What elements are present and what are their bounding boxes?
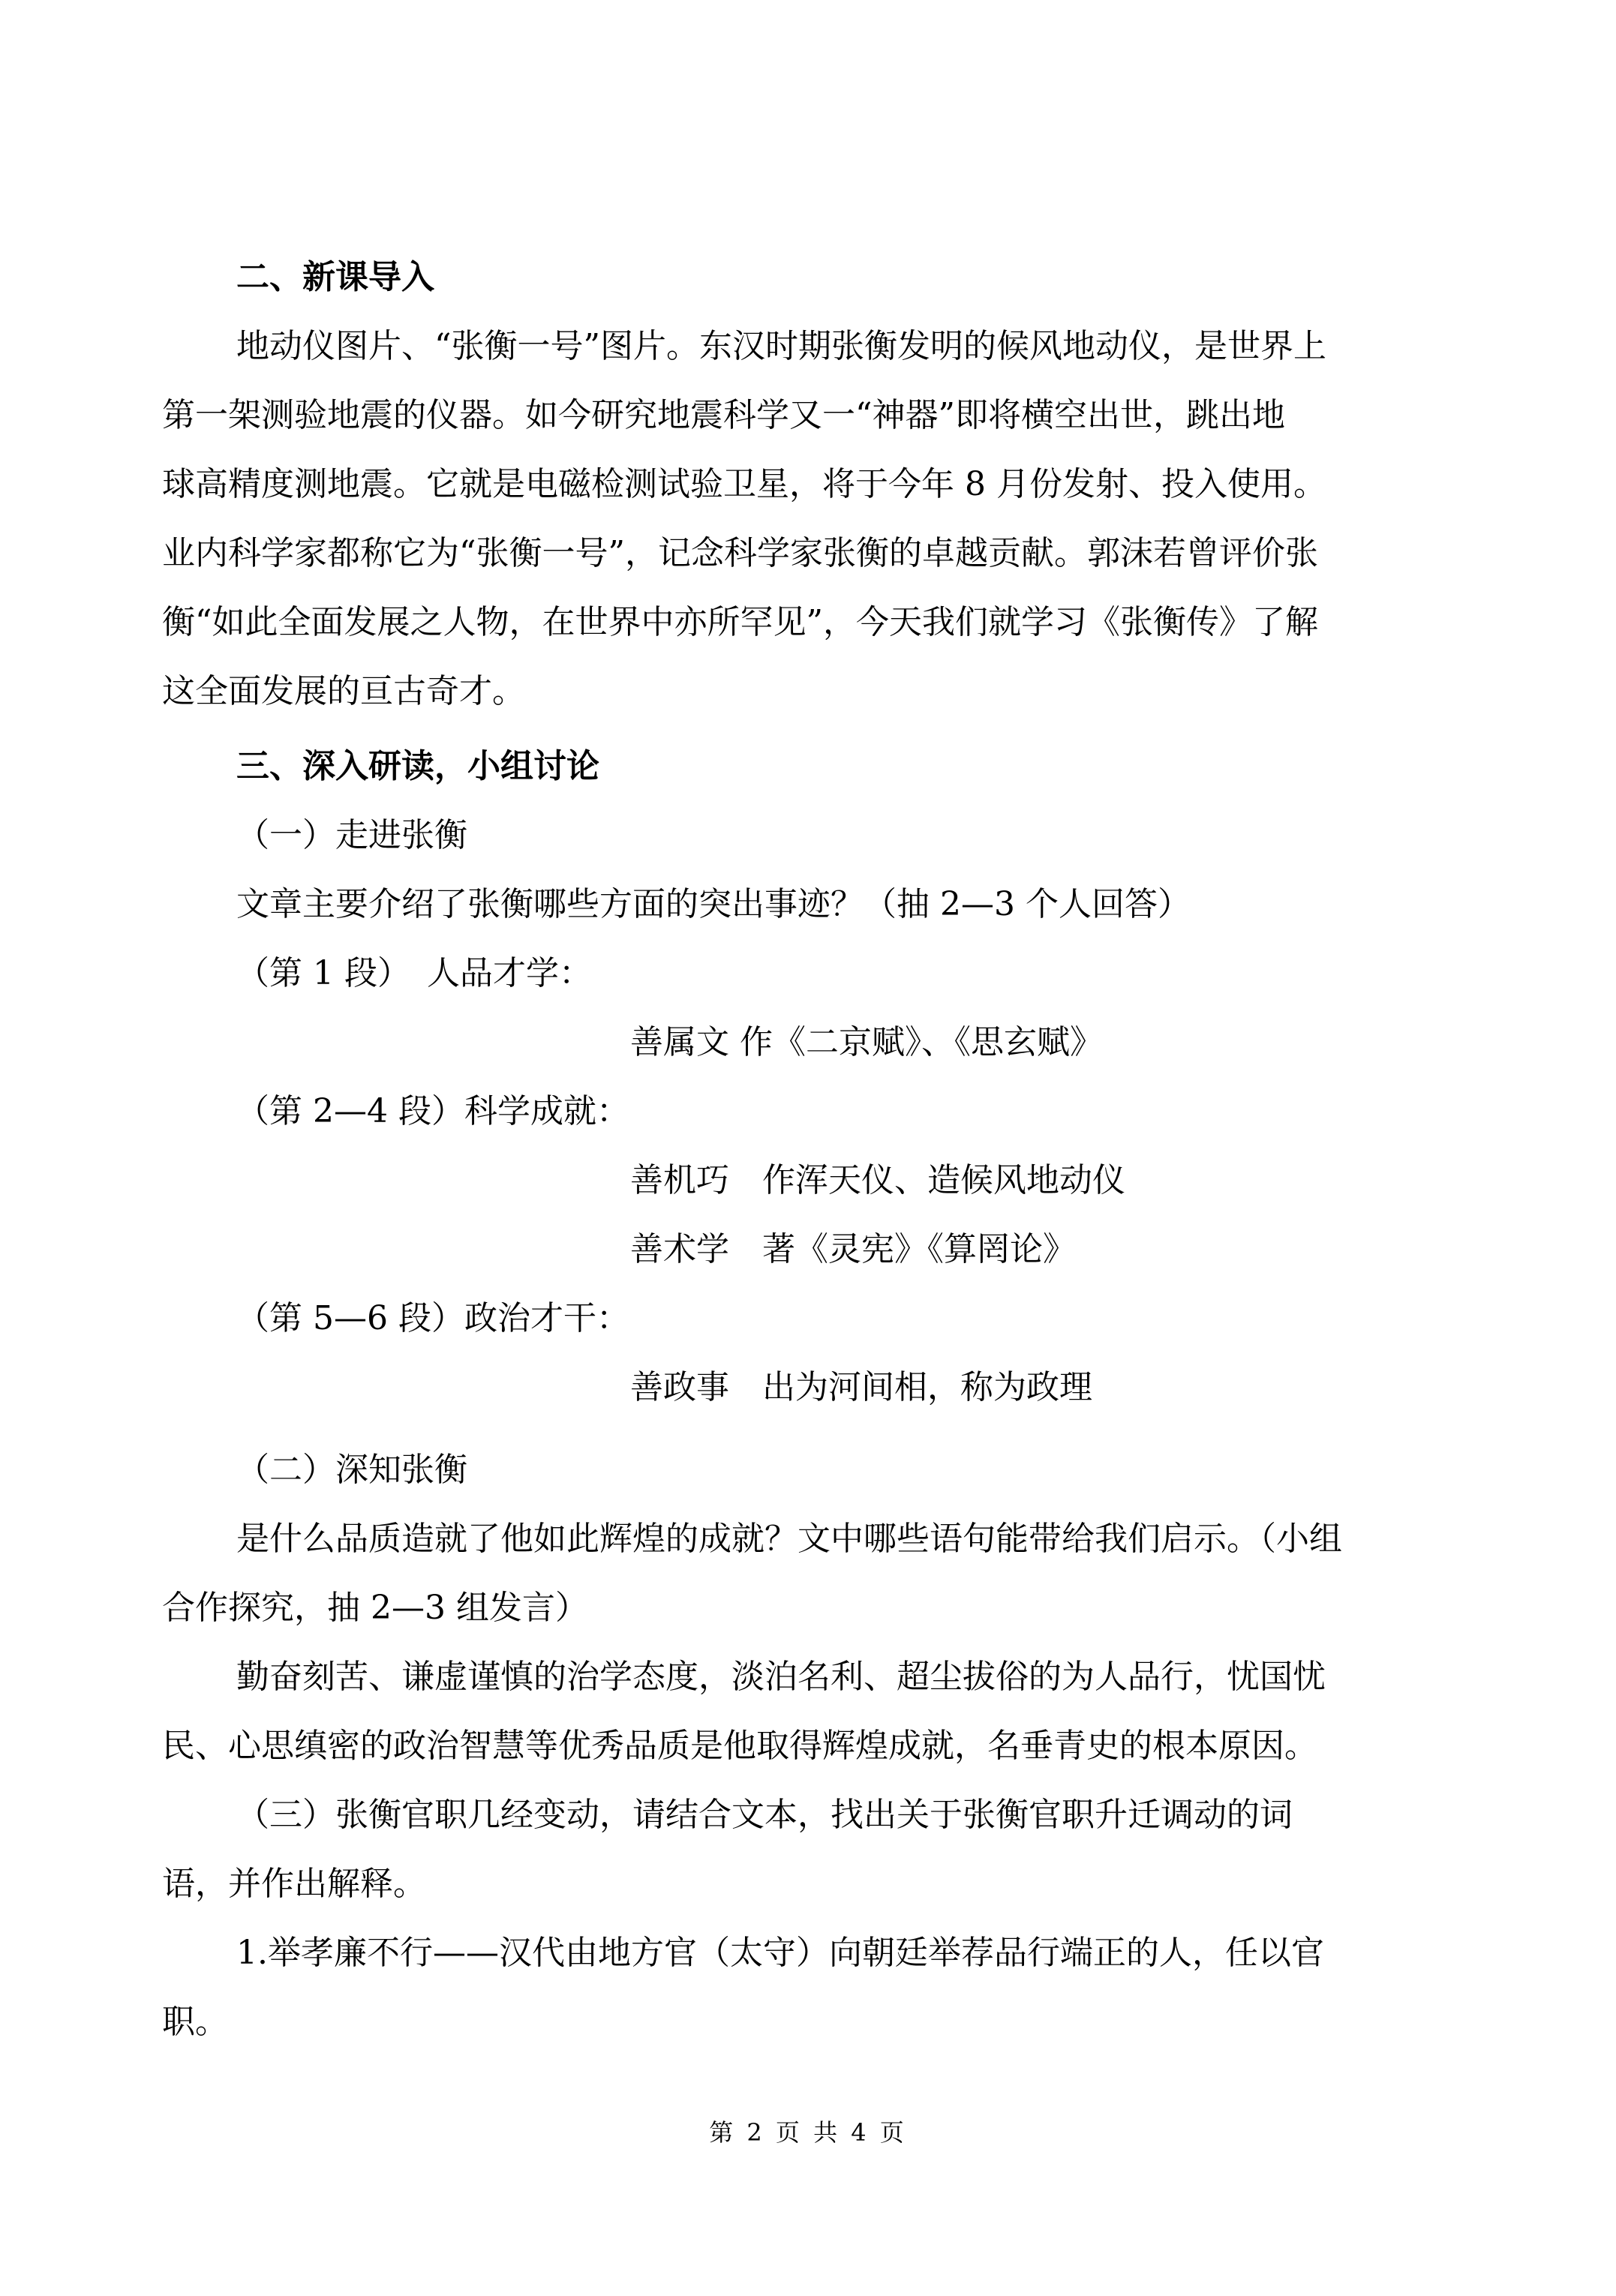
part-three-item: 职。 <box>162 2003 228 2041</box>
part-two-question: 合作探究，抽 2—3 组发言） <box>162 1589 588 1627</box>
part-one-question: 文章主要介绍了张衡哪些方面的突出事迹？（抽 2—3 个人回答） <box>236 885 1191 923</box>
part-three-prompt: 语，并作出解释。 <box>162 1865 426 1903</box>
section-three-heading: 三、深入研读，小组讨论 <box>236 747 599 785</box>
part-two-answer: 民、心思缜密的政治智慧等优秀品质是他取得辉煌成就，名垂青史的根本原因。 <box>162 1727 1317 1765</box>
para2-item: 善机巧 作浑天仪、造候风地动仪 <box>630 1161 1125 1199</box>
paragraph-line: 球高精度测地震。它就是电磁检测试验卫星，将于今年 8 月份发射、投入使用。 <box>162 465 1326 503</box>
part-two-title: （二）深知张衡 <box>236 1451 467 1489</box>
part-three-prompt: （三）张衡官职几经变动，请结合文本，找出关于张衡官职升迁调动的词 <box>236 1796 1293 1834</box>
para3-label: （第 5—6 段）政治才干： <box>236 1299 629 1337</box>
paragraph-line: 第一架测验地震的仪器。如今研究地震科学又一“神器”即将横空出世，跳出地 <box>162 396 1285 434</box>
paragraph-line: 衡“如此全面发展之人物，在世界中亦所罕见”，今天我们就学习《张衡传》了解 <box>162 603 1318 641</box>
part-three-item: 1.举孝廉不行——汉代由地方官（太守）向朝廷举荐品行端正的人，任以官 <box>236 1934 1324 1972</box>
paragraph-line: 业内科学家都称它为“张衡一号”，记念科学家张衡的卓越贡献。郭沫若曾评价张 <box>162 534 1318 572</box>
para1-item: 善属文 作《二京赋》、《思玄赋》 <box>630 1023 1103 1061</box>
page-number: 第 2 页 共 4 页 <box>709 2118 907 2147</box>
part-one-title: （一）走进张衡 <box>236 816 467 854</box>
para3-item: 善政事 出为河间相，称为政理 <box>630 1368 1092 1406</box>
section-two-heading: 二、新课导入 <box>236 258 434 296</box>
para2-label: （第 2—4 段）科学成就： <box>236 1092 629 1130</box>
part-two-answer: 勤奋刻苦、谦虚谨慎的治学态度，淡泊名利、超尘拔俗的为人品行，忧国忧 <box>236 1658 1326 1696</box>
para2-item: 善术学 著《灵宪》《算罔论》 <box>630 1230 1076 1268</box>
para1-label: （第 1 段） 人品才学： <box>236 954 592 992</box>
paragraph-line: 这全面发展的亘古奇才。 <box>162 672 525 710</box>
paragraph-line: 地动仪图片、“张衡一号”图片。东汉时期张衡发明的候风地动仪，是世界上 <box>236 327 1326 365</box>
part-two-question: 是什么品质造就了他如此辉煌的成就？文中哪些语句能带给我们启示。（小组 <box>236 1520 1342 1558</box>
